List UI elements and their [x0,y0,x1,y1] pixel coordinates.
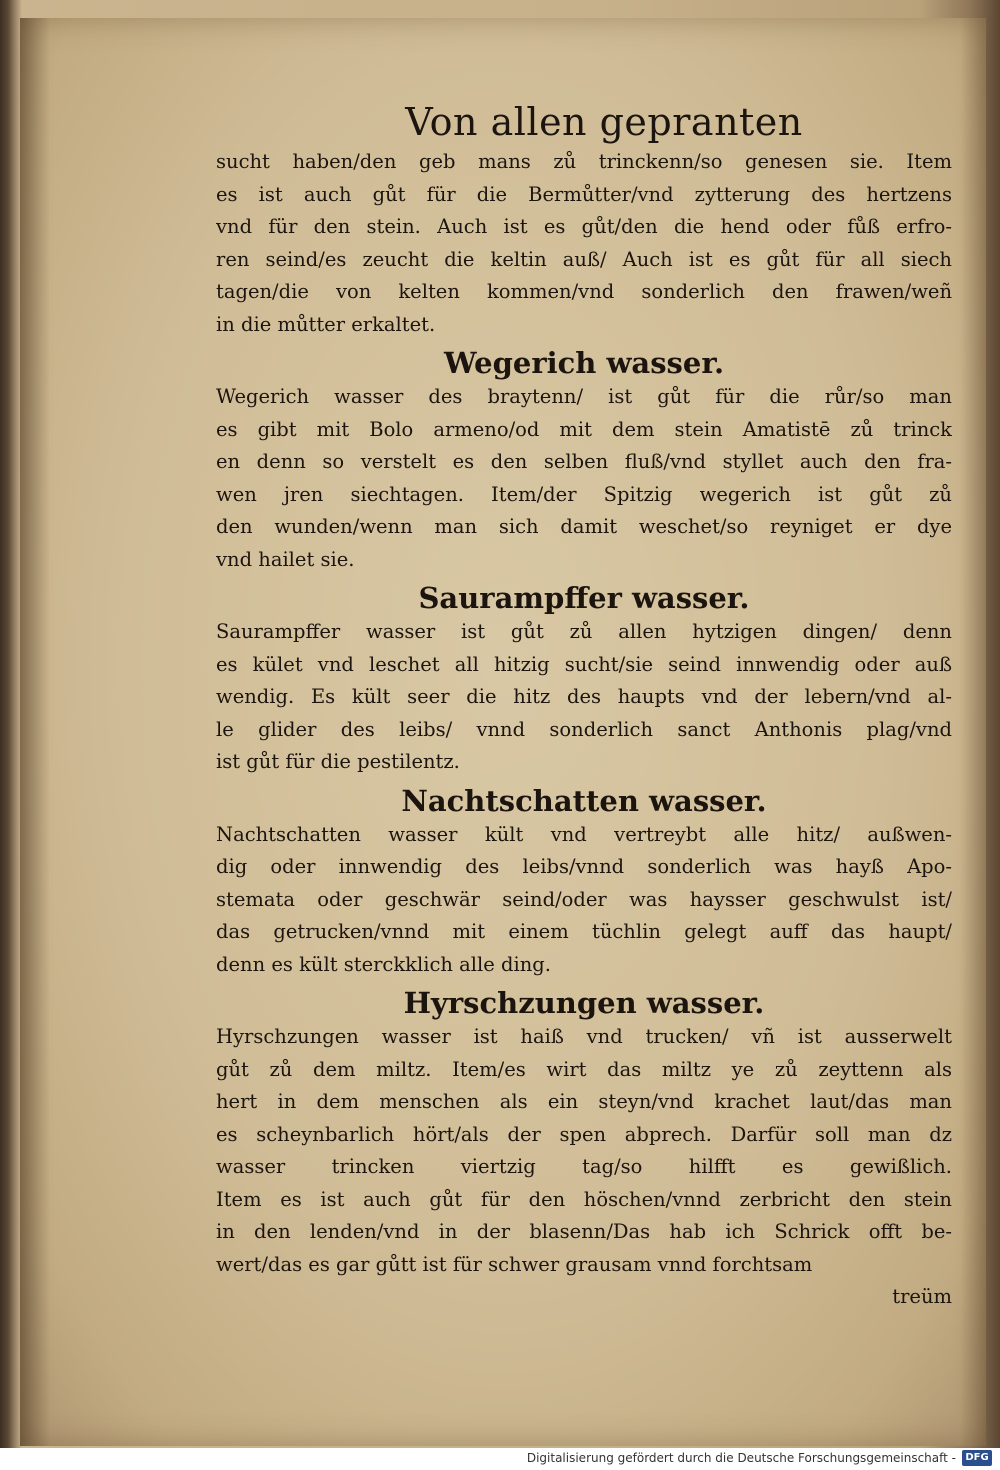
text-line: gůt zů dem miltz. Item/es wirt das miltz ye zů zeyttenn als [216,1057,952,1081]
section [216,146,952,341]
text-line: Nachtschatten wasser kült vnd vertreybt alle hitz/ außwen- [216,822,952,846]
text-line: es scheynbarlich hört/als der spen abprech. Darfür soll man dz [216,1122,952,1146]
text-line: in den lenden/vnd in der blasenn/Das hab ich Schrick offt be- [216,1220,952,1243]
text-line: en denn so verstelt es den selben fluß/vnd styllet auch den fra- [216,450,952,473]
section-heading: Nachtschatten wasser. [401,783,767,818]
text-line: in die můtter erkaltet. [216,312,436,336]
section [216,783,952,982]
text-line: le glider des leibs/ vnnd sonderlich sanct Anthonis plag/vnd [216,717,952,741]
text-line: stemata oder geschwär seind/oder was haysser geschwulst ist/ [216,887,952,911]
text-line: Hyrschzungen wasser ist haiß vnd trucken/ vñ ist ausserwelt [216,1025,952,1048]
section-heading: Wegerich wasser. [443,346,725,380]
text-line: es kület vnd leschet all hitzig sucht/sie seind innwendig oder auß [216,652,952,676]
text-line: tagen/die von kelten kommen/vnd sonderlich den frawen/weñ [216,280,952,303]
running-head: Von allen gepranten [405,100,803,144]
section [216,985,952,1281]
text-line: Saurampffer wasser ist gůt zů allen hytzigen dingen/ denn [216,620,952,643]
text-line: denn es kült sterckklich alle ding. [216,952,551,976]
text-line: vnd für den stein. Auch ist es gůt/den die hend oder fůß erfro- [216,215,952,238]
gutter-shadow [20,18,50,1446]
catchword: treüm [892,1285,952,1308]
section-heading: Saurampffer wasser. [418,581,750,615]
text-line: das getrucken/vnnd mit einem tüchlin gelegt auff das haupt/ [216,920,952,943]
text-line: Wegerich wasser des braytenn/ ist gůt für die růr/so man [216,385,952,408]
page-text-block [216,100,952,1314]
text-line: den wunden/wenn man sich damit weschet/so reyniget er dye [216,515,952,538]
section-heading: Hyrschzungen wasser. [403,986,765,1020]
section [216,345,952,576]
page-edge-shadow [960,18,986,1446]
section [216,580,952,779]
text-line: es gibt mit Bolo armeno/od mit dem stein Amatistē zů trinck [216,417,952,441]
text-line: wasser trincken viertzig tag/so hilfft es gewißlich. [216,1155,952,1178]
text-line: es ist auch gůt für die Bermůtter/vnd zytterung des hertzens [216,182,952,206]
text-line: wen jren siechtagen. Item/der Spitzig wegerich ist gůt zů [216,482,952,506]
text-line: hert in dem menschen als ein steyn/vnd krachet laut/das man [216,1090,952,1113]
text-line: sucht haben/den geb mans zů trinckenn/so genesen sie. Item [216,150,952,173]
text-line: vnd hailet sie. [216,547,355,571]
funding-notice: Digitalisierung gefördert durch die Deutsche Forschungsgemeinschaft - [526,1451,956,1465]
text-line: wendig. Es kült seer die hitz des haupts vnd der lebern/vnd al- [216,685,952,708]
text-line: Item es ist auch gůt für den höschen/vnnd zerbricht den stein [216,1187,952,1211]
text-line: wert/das es gar gůtt ist für schwer grausam vnnd forchtsam [216,1252,813,1276]
dfg-logo: DFG [962,1450,992,1466]
sections-container [216,146,952,1281]
text-line: dig oder innwendig des leibs/vnnd sonderlich was hayß Apo- [216,855,952,878]
text-line: ist gůt für die pestilentz. [216,750,460,773]
text-line: ren seind/es zeucht die keltin auß/ Auch ist es gůt für all siech [216,247,952,271]
